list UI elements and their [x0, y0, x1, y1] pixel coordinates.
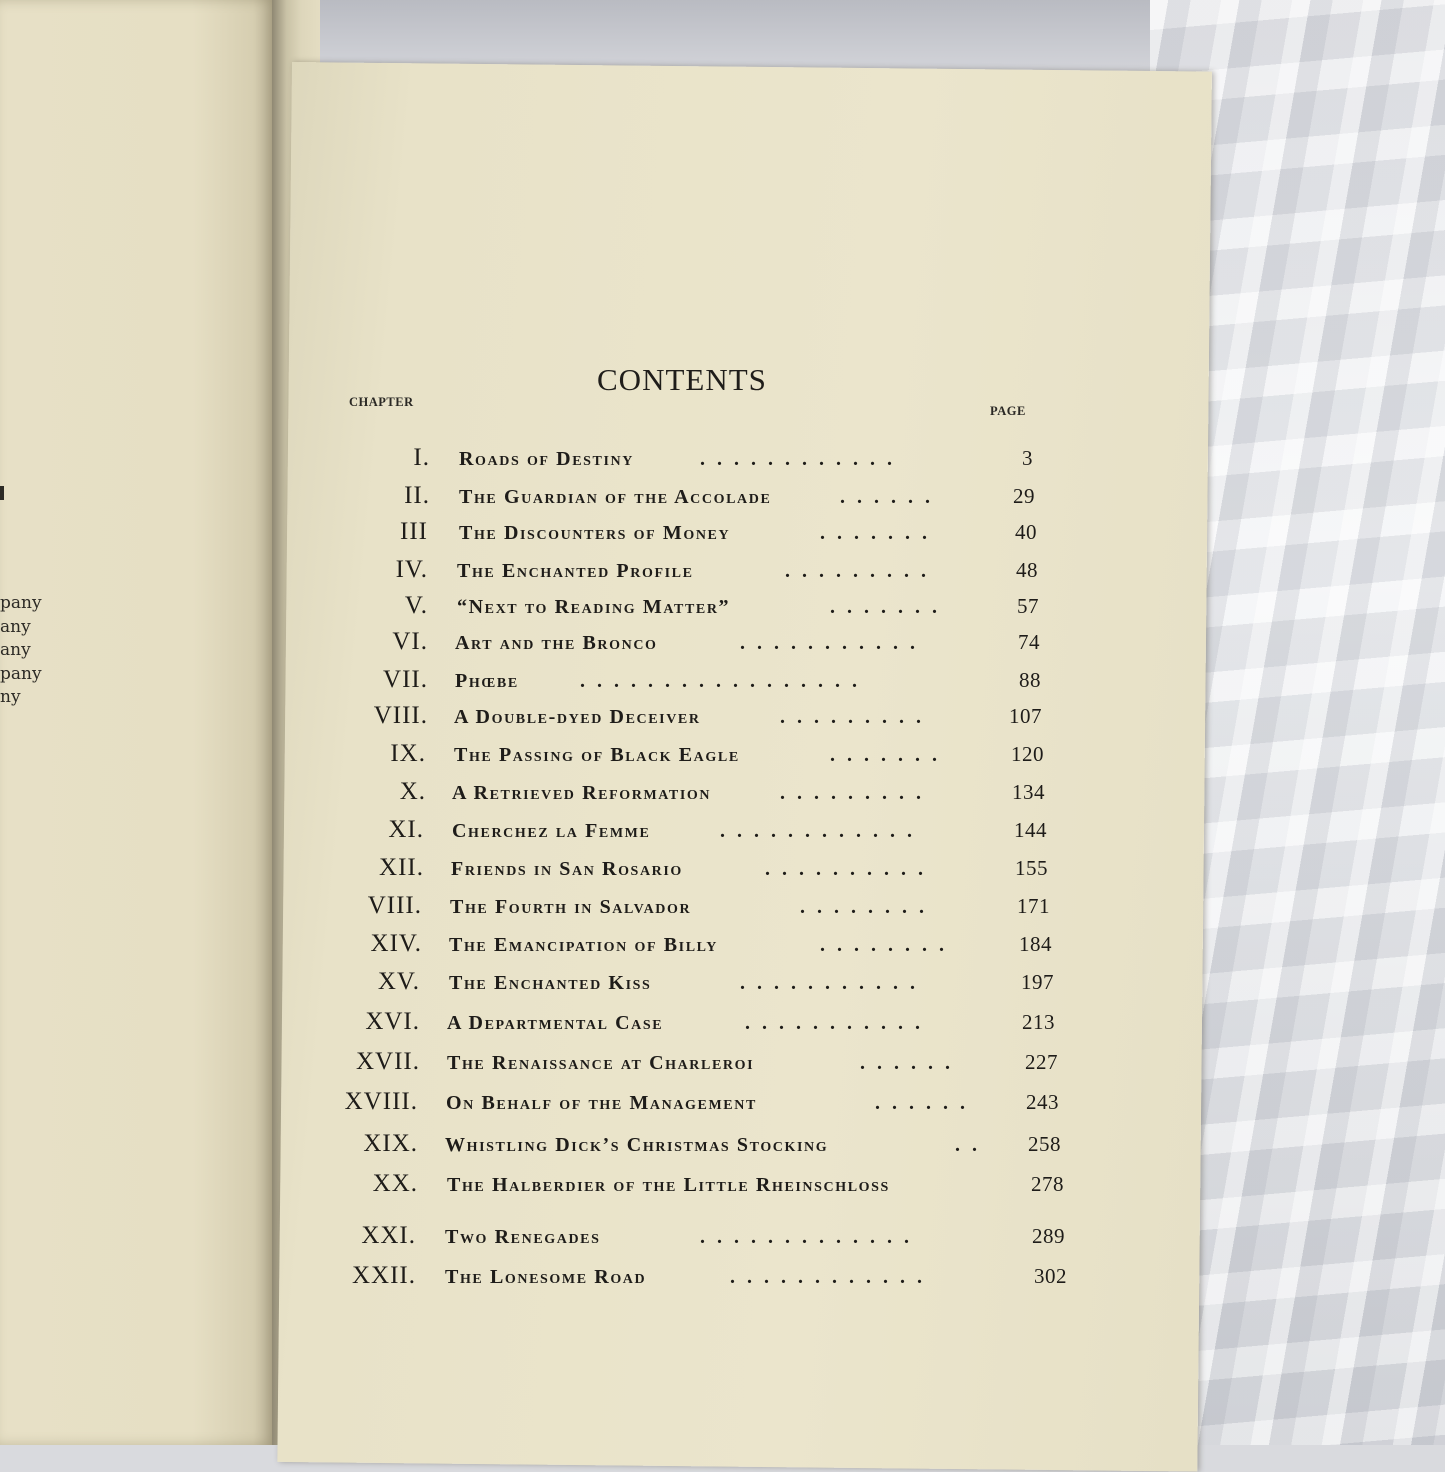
chapter-number: XIV. [370, 930, 422, 957]
page-number: 302 [1034, 1264, 1067, 1288]
page-number: 107 [1009, 704, 1042, 728]
chapter-number: XVIII. [344, 1088, 418, 1115]
chapter-number: XIX. [363, 1130, 418, 1157]
chapter-number: XV. [377, 968, 420, 995]
chapter-title: The Halberdier of the Little Rheinschloss [447, 1174, 890, 1196]
chapter-title: The Guardian of the Accolade [459, 486, 772, 508]
page-number: 120 [1011, 742, 1044, 766]
chapter-title: The Renaissance at Charleroi [447, 1052, 755, 1074]
chapter-number: XII. [379, 854, 424, 881]
page-number: 243 [1026, 1090, 1059, 1114]
page-number: 40 [1015, 520, 1037, 544]
leader-dots: ......... [780, 782, 933, 804]
chapter-number: XVII. [355, 1048, 420, 1075]
chapter-number: IX. [390, 740, 426, 767]
page-number: 88 [1019, 668, 1041, 692]
leader-dots: ......... [780, 706, 933, 728]
page-number: 278 [1031, 1172, 1064, 1196]
leader-dots: ........ [820, 934, 956, 956]
left-page-line: ny [0, 687, 21, 707]
chapter-column-label: CHAPTER [349, 395, 414, 409]
chapter-title: “Next to Reading Matter” [457, 596, 731, 618]
chapter-number: II. [404, 482, 430, 509]
leader-dots: ......... [785, 560, 938, 582]
page-number: 171 [1017, 894, 1050, 918]
leader-dots: ...... [840, 486, 942, 508]
page-number: 3 [1022, 446, 1033, 470]
chapter-title: A Retrieved Reformation [452, 782, 712, 804]
page-number: 258 [1028, 1132, 1061, 1156]
chapter-title: The Lonesome Road [445, 1266, 647, 1288]
left-page-line: any [0, 616, 31, 637]
chapter-number: III [400, 518, 428, 545]
page-number: 57 [1017, 594, 1039, 618]
chapter-title: The Fourth in Salvador [450, 896, 692, 918]
chapter-title: The Discounters of Money [459, 522, 731, 544]
leader-dots: ................. [580, 670, 869, 692]
page-column-label: PAGE [990, 404, 1026, 418]
chapter-number: VIII. [367, 892, 422, 919]
leader-dots: .......... [765, 858, 935, 880]
chapter-number: V. [404, 592, 428, 619]
leader-dots: .. [955, 1134, 989, 1156]
leader-dots: ....... [830, 744, 949, 766]
left-page-line: any [0, 640, 31, 660]
chapter-number: VIII. [373, 702, 428, 729]
chapter-title: A Departmental Case [447, 1012, 664, 1034]
chapter-number: XXII. [351, 1262, 416, 1289]
chapter-title: Phœbe [455, 670, 519, 692]
chapter-title: On Behalf of the Management [446, 1092, 757, 1114]
page-number: 134 [1012, 780, 1045, 804]
chapter-number: I. [413, 444, 430, 471]
leader-dots: ...... [860, 1052, 962, 1074]
page-number: 227 [1025, 1050, 1058, 1074]
leader-dots: ............ [730, 1266, 934, 1288]
chapter-number: XVI. [365, 1008, 420, 1035]
chapter-number: VI. [392, 628, 428, 655]
leader-dots: ............ [720, 820, 924, 842]
page-number: 74 [1018, 630, 1040, 654]
left-page [0, 0, 275, 1445]
chapter-number: XXI. [361, 1222, 416, 1249]
leader-dots: ............ [700, 448, 904, 470]
chapter-title: Whistling Dick’s Christmas Stocking [445, 1134, 829, 1156]
chapter-number: XX. [372, 1170, 418, 1197]
left-page-line: pany [0, 593, 42, 613]
chapter-title: A Double-dyed Deceiver [454, 706, 701, 728]
chapter-title: The Enchanted Kiss [449, 972, 652, 994]
page-number: 289 [1032, 1224, 1065, 1248]
page-number: 29 [1013, 484, 1035, 508]
chapter-number: IV. [395, 556, 428, 583]
left-page-mark [0, 486, 4, 500]
contents-title: CONTENTS [597, 362, 767, 397]
chapter-title: Cherchez la Femme [452, 820, 651, 842]
chapter-title: Roads of Destiny [459, 448, 634, 470]
leader-dots: ........ [800, 896, 936, 918]
chapter-number: X. [399, 778, 426, 805]
chapter-title: Friends in San Rosario [451, 858, 683, 880]
page-number: 48 [1016, 558, 1038, 582]
chapter-title: The Enchanted Profile [457, 560, 694, 582]
leader-dots: ....... [820, 522, 939, 544]
chapter-number: XI. [388, 816, 424, 843]
page-number: 184 [1019, 932, 1052, 956]
page-number: 144 [1014, 818, 1047, 842]
leader-dots: ............. [700, 1226, 921, 1248]
leader-dots: ........... [740, 972, 927, 994]
leader-dots: ........... [745, 1012, 932, 1034]
chapter-title: Art and the Bronco [455, 632, 658, 654]
page-number: 155 [1015, 856, 1048, 880]
leader-dots: ....... [830, 596, 949, 618]
chapter-number: VII. [383, 666, 428, 693]
left-page-line: pany [0, 663, 42, 684]
leader-dots: ........... [740, 632, 927, 654]
chapter-title: The Emancipation of Billy [449, 934, 719, 956]
left-page-text [0, 592, 60, 710]
leader-dots: ...... [875, 1092, 977, 1114]
chapter-title: The Passing of Black Eagle [454, 744, 740, 766]
page-number: 213 [1022, 1010, 1055, 1034]
chapter-title: Two Renegades [445, 1226, 601, 1248]
page-number: 197 [1021, 970, 1054, 994]
